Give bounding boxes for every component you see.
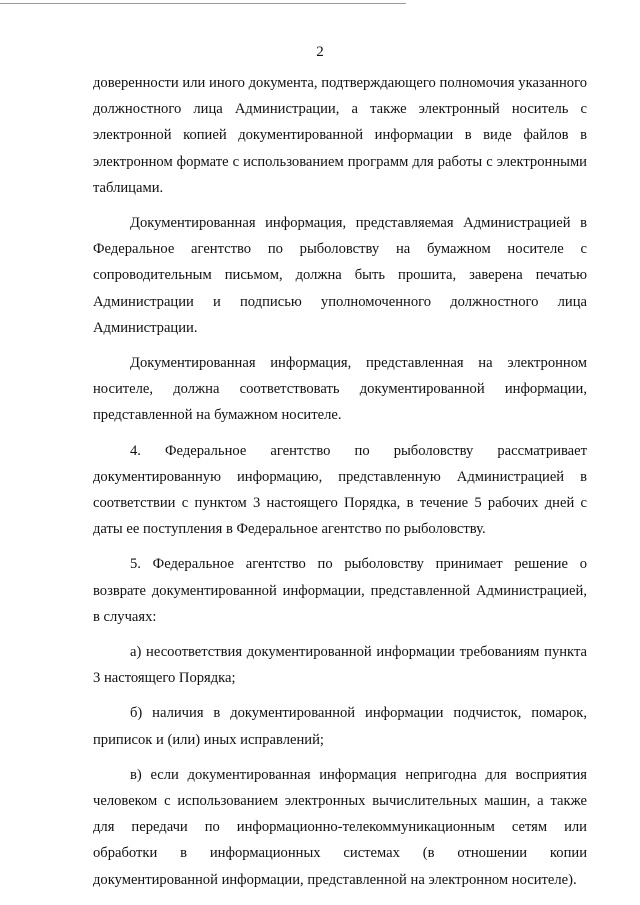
paragraph-paper-submission: Документированная информация, представляемая Администрацией в Федеральное агентство по рыболовству на бумажном носителе с сопроводительным письмом, должна быть прошита, заверена печатью Администрации и подписью уполномоченного должностного лица Администрации. (93, 215, 587, 336)
paragraph-electronic-copy: Документированная информация, представленная на электронном носителе, должна соответствовать документированной информации, представленной на бумажном носителе. (93, 355, 587, 424)
paragraph-item-5: 5. Федеральное агентство по рыболовству принимает решение о возврате документированной информации, представленной Администрацией, в случаях: (93, 556, 587, 625)
paragraph-item-4: 4. Федеральное агентство по рыболовству рассматривает документированную информацию, представленную Администрацией в соответствии с пунктом 3 настоящего Порядка, в течение 5 рабочих дней с даты ее поступления в Федеральное агентство по рыболовству. (93, 442, 587, 538)
top-border-line (0, 3, 406, 4)
paragraph-subitem-a: а) несоответствия документированной информации требованиям пункта 3 настоящего Порядка; (93, 644, 587, 687)
paragraph-continuation: доверенности или иного документа, подтверждающего полномочия указанного должностного лица Администрации, а также электронный носитель с электронной копией документированной информации в виде файлов в электронном формате с использованием программ для работы с электронными таблицами. (93, 75, 587, 196)
paragraph-subitem-v: в) если документированная информация непригодна для восприятия человеком с использованием электронных вычислительных машин, а также для передачи по информационно-телекоммуникационным сетям или обработки в информационных системах (в отношении копии документированной информации, представленной на электронном носителе). (93, 766, 587, 888)
paragraph-subitem-b: б) наличия в документированной информации подчисток, помарок, приписок и (или) иных исправлений; (93, 705, 587, 748)
document-body (93, 70, 587, 902)
page-number: 2 (316, 44, 324, 60)
